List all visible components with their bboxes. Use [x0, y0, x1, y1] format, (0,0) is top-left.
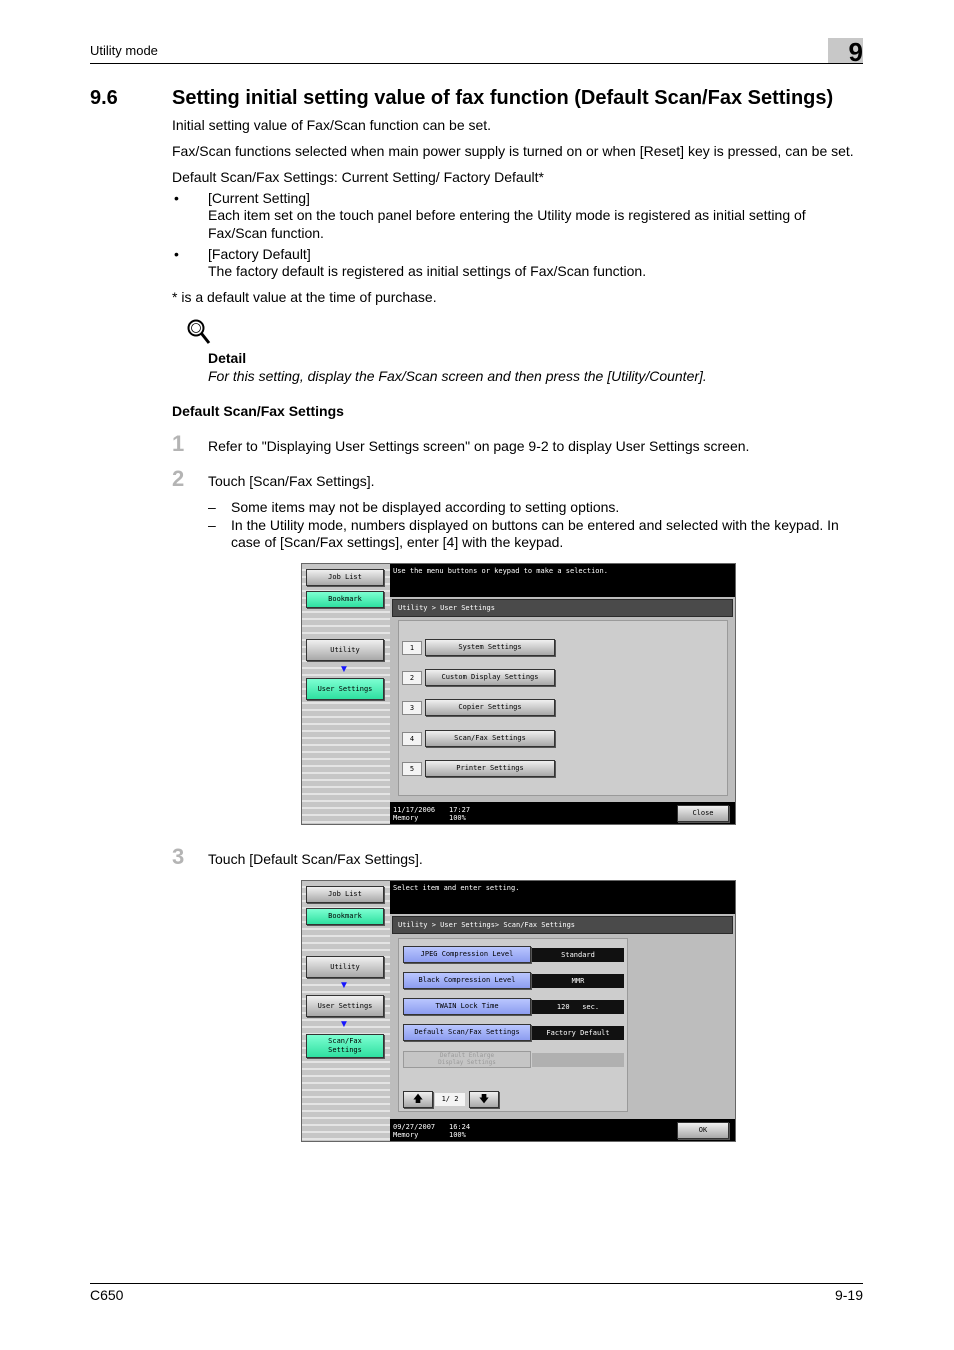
scan-fax-settings-button[interactable]: [306, 1034, 384, 1058]
utility-button[interactable]: Utility: [306, 639, 384, 661]
close-area: [670, 802, 735, 824]
button-label: Default Enlarge: [439, 1052, 495, 1059]
note-text: Some items may not be displayed according to setting options.: [231, 499, 620, 515]
twain-lock-time-value: 120 sec.: [532, 1000, 624, 1014]
utility-button[interactable]: Utility: [306, 956, 384, 978]
footer-rule: [90, 1283, 863, 1284]
black-compression-level-value: MMR: [532, 974, 624, 988]
status-bar: [390, 1119, 670, 1141]
step-number: 3: [172, 844, 185, 869]
copier-settings-button[interactable]: Copier Settings: [425, 699, 555, 716]
bullet-text: Each item set on the touch panel before entering the Utility mode is registered as initial setting of: [208, 207, 806, 223]
status-date: 09/27/2007: [393, 1123, 436, 1131]
status-memory-label: Memory: [393, 1131, 419, 1139]
breadcrumb-text: Utility > User Settings> Scan/Fax Settings: [398, 921, 576, 929]
message-bar: [390, 564, 735, 597]
close-button[interactable]: Close: [677, 805, 729, 822]
default-scan-fax-settings-button[interactable]: Default Scan/Fax Settings: [403, 1024, 531, 1041]
bullet-marker: •: [174, 190, 179, 206]
intro-paragraph-1: Initial setting value of Fax/Scan function can be set.: [172, 117, 492, 133]
bullet-text: The factory default is registered as initial settings of Fax/Scan function.: [208, 263, 647, 279]
button-label: Scan/Fax: [328, 1037, 362, 1045]
breadcrumb: [392, 599, 733, 617]
header-rule: [90, 63, 863, 64]
arrow-down-icon: 🡇: [478, 1094, 490, 1105]
message-text: Use the menu buttons or keypad to make a selection.: [393, 567, 608, 575]
detail-text: For this setting, display the Fax/Scan screen and then press the [Utility/Counter].: [208, 368, 707, 384]
intro-paragraph-2: Fax/Scan functions selected when main power supply is turned on or when [Reset] key is pressed, can be set.: [172, 143, 854, 159]
jpeg-compression-level-value: Standard: [532, 948, 624, 962]
intro-paragraph-3: Default Scan/Fax Settings: Current Setting/ Factory Default*: [172, 169, 544, 185]
note-dash: –: [208, 517, 216, 533]
printer-settings-button[interactable]: Printer Settings: [425, 760, 555, 777]
status-memory-label: Memory: [393, 814, 419, 822]
twain-lock-time-button[interactable]: TWAIN Lock Time: [403, 998, 531, 1015]
breadcrumb: [392, 916, 733, 934]
note-text: In the Utility mode, numbers displayed on buttons can be entered and selected with the keypad. In: [231, 517, 839, 533]
detail-label: Detail: [208, 350, 247, 366]
arrow-down-icon: ▼: [339, 1019, 349, 1030]
status-memory-value: 100%: [449, 1131, 466, 1139]
step-number: 2: [172, 466, 185, 491]
button-label: Display Settings: [438, 1059, 496, 1066]
step-text: Touch [Scan/Fax Settings].: [208, 473, 375, 489]
job-list-button[interactable]: Job List: [306, 569, 384, 586]
status-time: 17:27: [449, 806, 471, 814]
ok-button[interactable]: OK: [677, 1122, 729, 1139]
menu-number: 3: [402, 701, 422, 715]
menu-number: 1: [402, 641, 422, 655]
custom-display-settings-button[interactable]: Custom Display Settings: [425, 669, 555, 686]
jpeg-compression-level-button[interactable]: JPEG Compression Level: [403, 946, 531, 963]
settings-area: [398, 938, 628, 1112]
note-dash: –: [208, 499, 216, 515]
arrow-down-icon: ▼: [339, 664, 349, 675]
menu-area: [398, 620, 728, 796]
arrow-down-icon: ▼: [339, 980, 349, 991]
default-scan-fax-settings-value: Factory Default: [532, 1026, 624, 1040]
chapter-number: 9: [848, 37, 863, 67]
main-panel: [390, 564, 735, 824]
footnote: * is a default value at the time of purchase.: [172, 289, 437, 305]
button-label: Settings: [328, 1046, 362, 1054]
message-bar: [390, 881, 735, 914]
arrow-up-icon: 🡅: [412, 1094, 424, 1105]
bullet-label: [Current Setting]: [208, 190, 310, 206]
status-time: 16:24: [449, 1123, 471, 1131]
footer-page-number: 9-19: [834, 1287, 863, 1303]
step-text: Refer to "Displaying User Settings screen" on page 9-2 to display User Settings screen.: [208, 438, 750, 454]
magnifier-icon: [186, 318, 212, 346]
note-text: case of [Scan/Fax settings], enter [4] with the keypad.: [231, 534, 564, 550]
left-panel: [302, 564, 390, 824]
status-memory-value: 100%: [449, 814, 466, 822]
menu-number: 5: [402, 762, 422, 776]
status-date: 11/17/2006: [393, 806, 436, 814]
breadcrumb-text: Utility > User Settings: [398, 604, 495, 612]
step-text: Touch [Default Scan/Fax Settings].: [208, 851, 423, 867]
default-enlarge-display-settings-button: [403, 1051, 531, 1068]
running-header: Utility mode: [90, 43, 158, 58]
main-panel: [390, 881, 735, 1141]
scan-fax-settings-screenshot: [301, 880, 736, 1142]
section-title: Setting initial setting value of fax function (Default Scan/Fax Settings): [172, 87, 834, 109]
status-bar: [390, 802, 670, 824]
user-settings-button[interactable]: User Settings: [306, 995, 384, 1017]
footer-model: C650: [90, 1287, 124, 1303]
step-number: 1: [172, 431, 185, 456]
black-compression-level-button[interactable]: Black Compression Level: [403, 972, 531, 989]
scan-fax-settings-button[interactable]: Scan/Fax Settings: [425, 730, 555, 747]
subheading: Default Scan/Fax Settings: [172, 403, 344, 419]
message-text: Select item and enter setting.: [393, 884, 520, 892]
system-settings-button[interactable]: System Settings: [425, 639, 555, 656]
ok-area: [670, 1119, 735, 1141]
page-up-button[interactable]: [403, 1091, 433, 1108]
bullet-label: [Factory Default]: [208, 246, 311, 262]
user-settings-button[interactable]: User Settings: [306, 678, 384, 700]
menu-number: 2: [402, 671, 422, 685]
page-down-button[interactable]: [469, 1091, 499, 1108]
job-list-button[interactable]: Job List: [306, 886, 384, 903]
page-indicator: 1/ 2: [435, 1093, 465, 1106]
bookmark-button[interactable]: Bookmark: [306, 908, 384, 925]
user-settings-screenshot: [301, 563, 736, 825]
menu-number: 4: [402, 732, 422, 746]
bullet-marker: •: [174, 246, 179, 262]
section-number: 9.6: [90, 87, 118, 109]
bullet-text: Fax/Scan function.: [208, 225, 324, 241]
default-enlarge-display-settings-value: [532, 1053, 624, 1067]
bookmark-button[interactable]: Bookmark: [306, 591, 384, 608]
left-panel: [302, 881, 390, 1141]
